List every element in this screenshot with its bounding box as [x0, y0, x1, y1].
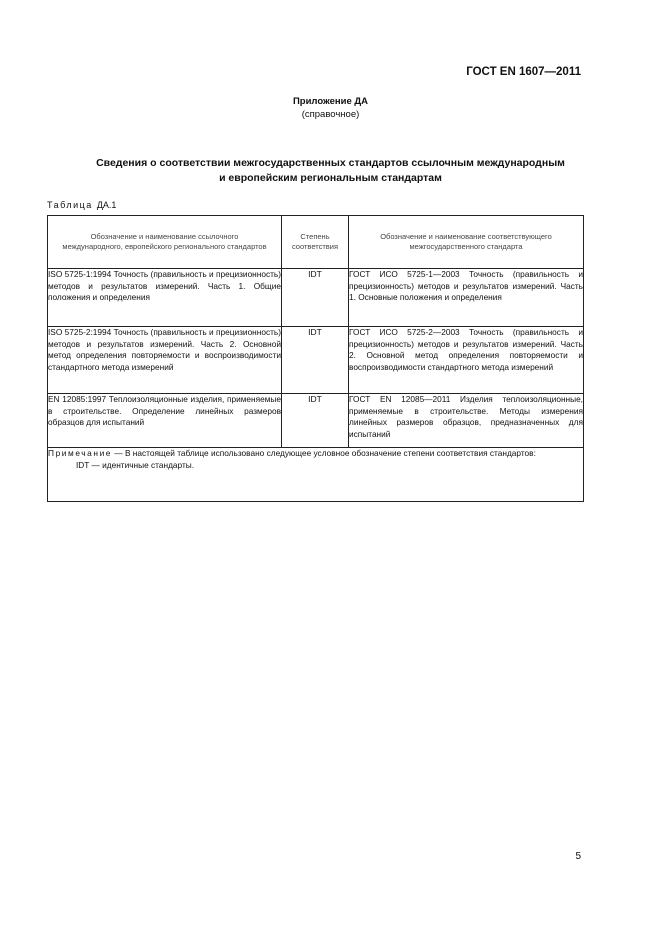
cell-degree: IDT: [282, 327, 349, 394]
cell-reference-standard: ISO 5725-2:1994 Точность (правильность и прецизионность) методов и результатов измерений. Часть 2. Основной метод определения повторяемости и воспроизводимости стандартного метода измерений: [48, 327, 282, 394]
note-text: — В настоящей таблице использовано следующее условное обозначение степени соответствия стандартов:: [112, 448, 536, 458]
appendix-title-block: [0, 95, 661, 121]
table-label: [47, 200, 116, 210]
cell-interstate-standard: ГОСТ ИСО 5725-1—2003 Точность (правильность и прецизионность) методов и результатов измерений. Часть 1. Основные положения и определения: [349, 269, 584, 327]
cell-interstate-standard: ГОСТ EN 12085—2011 Изделия теплоизоляционные, применяемые в строительстве. Методы измерения линейных размеров образцов, предназначенных для испытаний: [349, 394, 584, 448]
cell-reference-standard: ISO 5725-1:1994 Точность (правильность и прецизионность) методов и результатов измерений. Часть 1. Общие положения и определения: [48, 269, 282, 327]
header-degree: Степень соответствия: [282, 216, 349, 269]
table-row: [48, 394, 584, 448]
section-heading: [40, 156, 621, 186]
cell-degree: IDT: [282, 394, 349, 448]
appendix-subtitle: (справочное): [301, 109, 360, 120]
cell-degree: IDT: [282, 269, 349, 327]
correspondence-table: [47, 215, 584, 502]
table-label-number: ДА.1: [96, 200, 117, 210]
cell-reference-standard: EN 12085:1997 Теплоизоляционные изделия, применяемые в строительстве. Определение линейных размеров образцов для испытаний: [48, 394, 282, 448]
page-number: 5: [575, 851, 581, 862]
cell-interstate-standard: ГОСТ ИСО 5725-2—2003 Точность (правильность и прецизионность) методов и результатов измерений. Часть 2. Основной метод определения повторяемости и воспроизводимости стандартного метода измерений: [349, 327, 584, 394]
table-note: [48, 448, 584, 502]
section-heading-line-1: Сведения о соответствии межгосударственных стандартов ссылочным международным: [96, 157, 565, 169]
note-label: Примечание: [48, 448, 113, 458]
section-heading-line-2: и европейским региональным стандартам: [219, 172, 442, 184]
table-header-row: [48, 216, 584, 269]
header-interstate-standard: Обозначение и наименование соответствующего межгосударственного стандарта: [349, 216, 584, 269]
appendix-title: Приложение ДА: [292, 96, 369, 107]
document-code: ГОСТ EN 1607—2011: [466, 66, 581, 78]
table-row: [48, 269, 584, 327]
table-row: [48, 327, 584, 394]
note-item: IDT — идентичные стандарты.: [76, 459, 195, 470]
header-reference-standard: Обозначение и наименование ссылочного международного, европейского регионального стандартов: [48, 216, 282, 269]
table-label-word: Таблица: [47, 200, 93, 210]
table-note-row: [48, 448, 584, 502]
